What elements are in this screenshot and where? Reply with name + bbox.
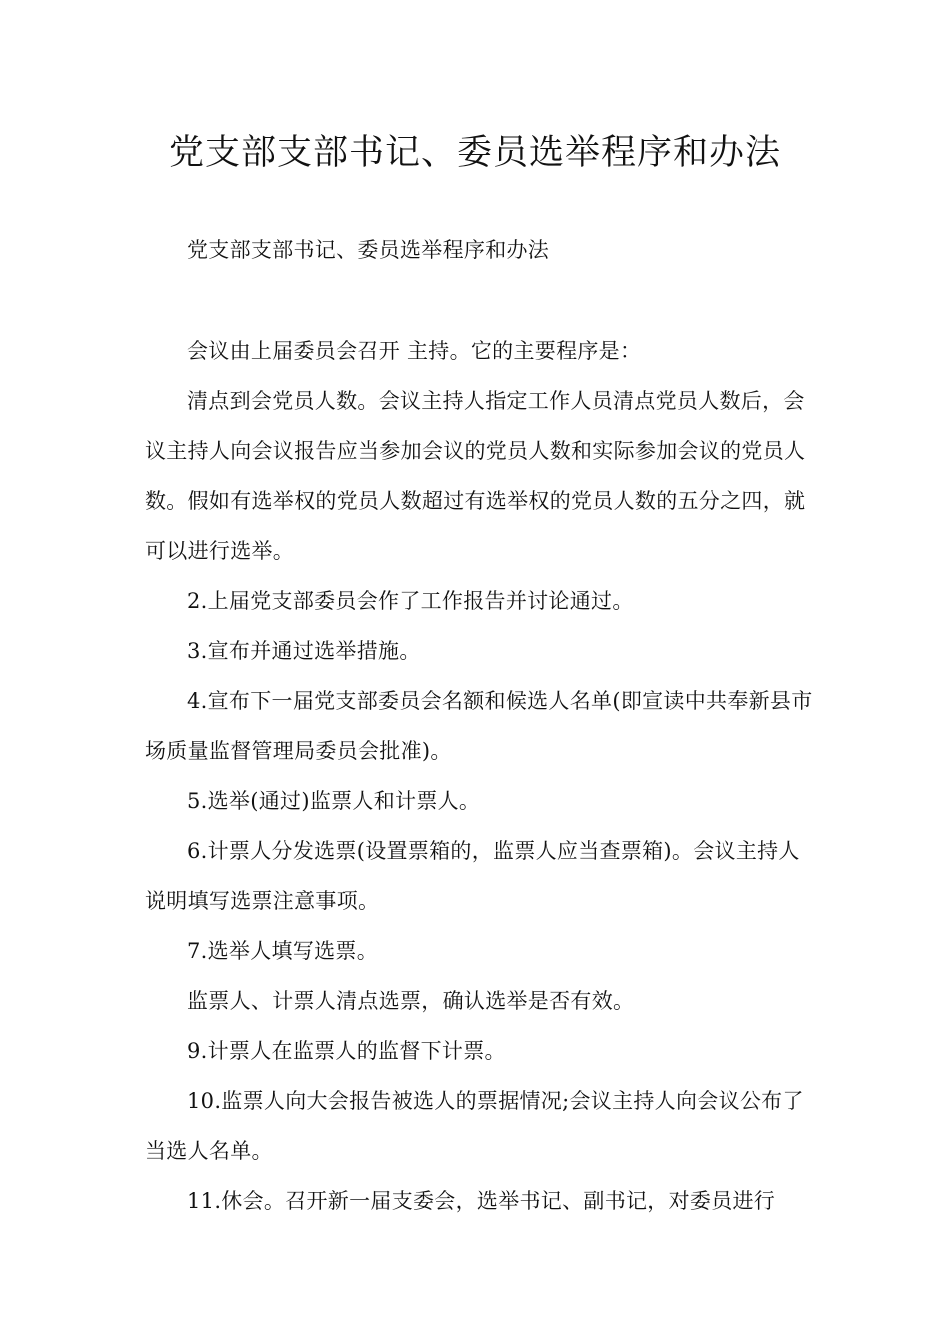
paragraph-step-1: 清点到会党员人数。会议主持人指定工作人员清点党员人数后，会议主持人向会议报告应当参加会议的党员人数和实际参加会议的党员人数。假如有选举权的党员人数超过有选举权的党员人数的五分之四，就可以进行选举。 (145, 389, 806, 563)
paragraph-step-6: 6.计票人分发选票(设置票箱的，监票人应当查票箱)。会议主持人说明填写选票注意事项。 (145, 839, 800, 913)
document-title: 党支部支部书记、委员选举程序和办法 (168, 133, 781, 173)
document-body (145, 326, 815, 1226)
document-subtitle (145, 225, 815, 275)
paragraph-intro: 会议由上届委员会召开 主持。它的主要程序是： (187, 339, 642, 363)
paragraph-step-3: 3.宣布并通过选举措施。 (187, 639, 421, 663)
paragraph-step-7: 7.选举人填写选票。 (187, 939, 379, 963)
paragraph-step-4: 4.宣布下一届党支部委员会名额和候选人名单(即宣读中共奉新县市场质量监督管理局委员会批准)。 (145, 689, 813, 763)
paragraph-step-5: 5.选举(通过)监票人和计票人。 (187, 789, 481, 813)
paragraph-step-9: 9.计票人在监票人的监督下计票。 (187, 1039, 506, 1063)
paragraph-step-11: 11.休会。召开新一届支委会，选举书记、副书记，对委员进行 (187, 1189, 776, 1213)
paragraph-step-2: 2.上届党支部委员会作了工作报告并讨论通过。 (187, 589, 634, 613)
subtitle-paragraph: 党支部支部书记、委员选举程序和办法 (187, 238, 550, 262)
paragraph-step-10: 10.监票人向大会报告被选人的票据情况;会议主持人向会议公布了当选人名单。 (145, 1089, 804, 1163)
paragraph-step-8: 监票人、计票人清点选票，确认选举是否有效。 (187, 989, 635, 1013)
